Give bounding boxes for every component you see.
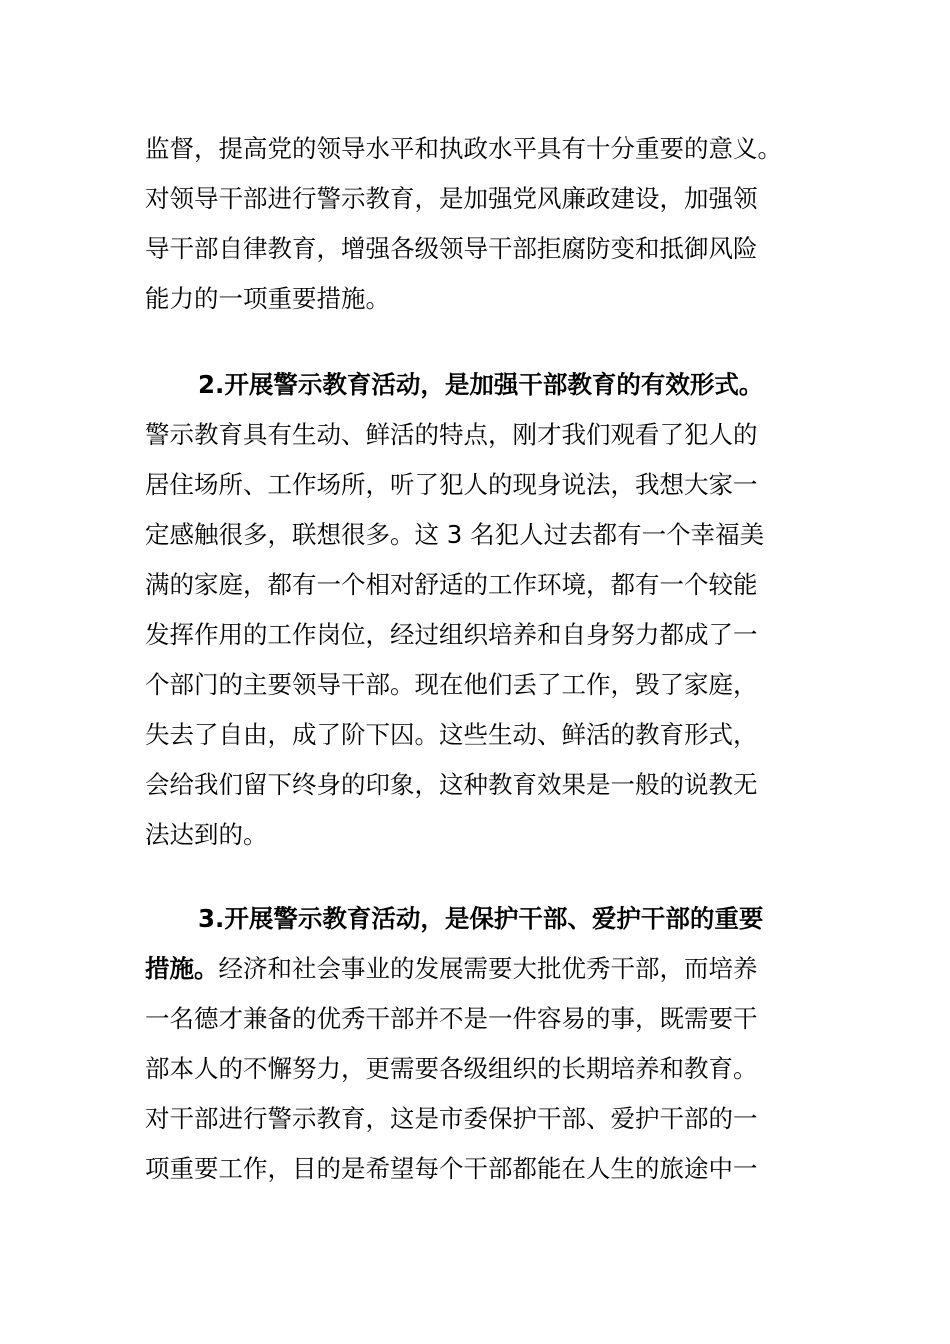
paragraph-line: 满的家庭，都有一个相对舒适的工作环境，都有一个较能 [145,570,758,599]
paragraph-line: 对干部进行警示教育，这是市委保护干部、爱护干部的一 [145,1104,758,1133]
section-heading-3-end: 措施。 [145,954,219,983]
paragraph-line: 一名德才兼备的优秀干部并不是一件容易的事，既需要干 [145,1004,758,1033]
paragraph-line: 定感触很多，联想很多。这 3 名犯人过去都有一个幸福美 [145,520,765,549]
paragraph-2 [145,360,795,860]
paragraph-line: 导干部自律教育，增强各级领导干部拒腐防变和抵御风险 [145,234,758,263]
paragraph-line-text: 经济和社会事业的发展需要大批优秀干部，而培养 [218,954,758,983]
paragraph-line: 个部门的主要领导干部。现在他们丢了工作，毁了家庭， [145,670,758,699]
paragraph-line: 居住场所、工作场所，听了犯人的现身说法，我想大家一 [145,470,758,499]
paragraph-1 [145,124,795,324]
paragraph-line: 部本人的不懈努力，更需要各级组织的长期培养和教育。 [145,1054,758,1083]
paragraph-line-mixed [145,944,795,994]
section-heading-2: 2.开展警示教育活动，是加强干部教育的有效形式。 [198,370,764,399]
paragraph-3 [145,894,795,1194]
paragraph-line: 监督，提高党的领导水平和执政水平具有十分重要的意义。 [145,134,782,163]
paragraph-line: 警示教育具有生动、鲜活的特点，刚才我们观看了犯人的 [145,420,758,449]
paragraph-line: 能力的一项重要措施。 [145,284,390,313]
paragraph-line: 失去了自由，成了阶下囚。这些生动、鲜活的教育形式， [145,720,758,749]
paragraph-line: 会给我们留下终身的印象，这种教育效果是一般的说教无 [145,770,758,799]
paragraph-line: 发挥作用的工作岗位，经过组织培养和自身努力都成了一 [145,620,758,649]
paragraph-line: 对领导干部进行警示教育，是加强党风廉政建设，加强领 [145,184,758,213]
section-heading-3: 3.开展警示教育活动，是保护干部、爱护干部的重要 [198,904,764,933]
paragraph-line: 项重要工作，目的是希望每个干部都能在人生的旅途中一 [145,1154,758,1183]
paragraph-line: 法达到的。 [145,820,268,849]
